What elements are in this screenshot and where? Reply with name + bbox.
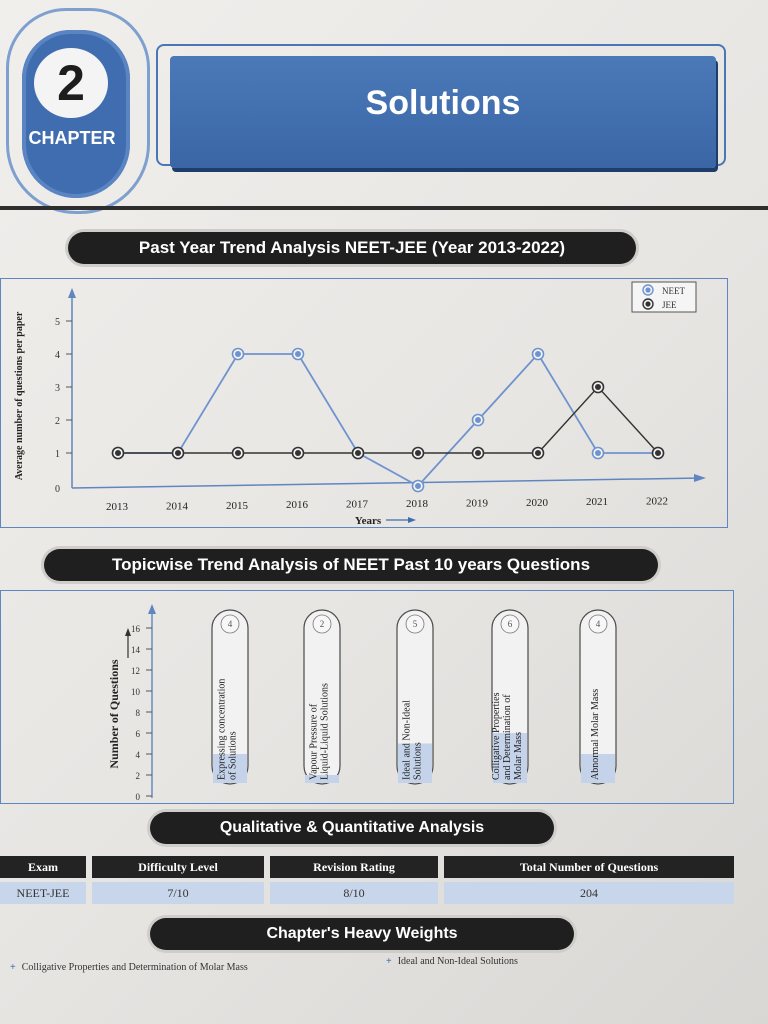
heavy-weight-label: Colligative Properties and Determination of Molar Mass <box>21 962 248 973</box>
y-tick-label: 2 <box>135 771 140 781</box>
section-title-qualitative: Qualitative & Quantitative Analysis <box>150 812 554 844</box>
topic-label-line: Expressing concentration <box>216 678 228 780</box>
table-header-total: Total Number of Questions <box>444 856 734 878</box>
y-tick-label: 0 <box>135 792 140 802</box>
section-title-topicwise: Topicwise Trend Analysis of NEET Past 10 years Questions <box>44 549 658 581</box>
x-tick-label: 2013 <box>106 501 128 513</box>
topic-label <box>590 689 601 780</box>
topic-label-line: Abnormal Molar Mass <box>590 688 601 780</box>
legend-marker-core <box>645 301 650 306</box>
legend-marker-core <box>645 287 650 292</box>
x-tick-label: 2018 <box>406 498 428 510</box>
y-axis-title: Average number of questions per paper <box>14 311 25 481</box>
topic-value-label: 2 <box>319 619 325 629</box>
x-tick-label: 2022 <box>646 495 668 508</box>
data-point-core-jee <box>415 450 421 456</box>
topic-value-label: 4 <box>227 619 233 629</box>
data-point-core-jee <box>355 450 361 456</box>
y-tick-label: 4 <box>55 350 60 361</box>
chapter-number: 2 <box>34 48 108 118</box>
topic-bar-chart <box>0 590 736 806</box>
table-cell-total: 204 <box>444 882 734 904</box>
y-tick-label: 8 <box>135 708 140 718</box>
topic-value-label: 5 <box>412 619 418 629</box>
data-point-core-neet <box>535 351 541 357</box>
x-axis-arrow <box>694 474 706 482</box>
heavy-weight-item <box>10 962 248 973</box>
topic-value-label: 6 <box>507 619 513 629</box>
x-tick-label: 2019 <box>466 497 488 510</box>
y-tick-label: 4 <box>135 750 140 760</box>
chapter-label: CHAPTER <box>28 128 116 148</box>
table-cell-difficulty: 7/10 <box>92 882 264 904</box>
data-point-core-jee <box>595 384 601 390</box>
topic-value-label: 4 <box>595 619 601 629</box>
data-point-core-neet <box>295 351 301 357</box>
data-point-core-jee <box>175 450 181 456</box>
topic-label-line: of Solutions <box>227 731 239 780</box>
data-point-core-neet <box>595 450 601 456</box>
y-tick-label: 3 <box>55 383 60 394</box>
data-point-core-jee <box>235 450 241 456</box>
topic-label-line: Molar Mass <box>513 731 524 780</box>
x-tick-label: 2015 <box>226 499 248 512</box>
legend-label: NEET <box>662 286 685 296</box>
data-point-core-jee <box>655 450 661 456</box>
topic-label-line: Liquid-Liquid Solutions <box>319 683 331 780</box>
section-title-heavy: Chapter's Heavy Weights <box>150 918 574 950</box>
topic-label-line: and Determination of <box>502 694 513 780</box>
x-tick-label: 2017 <box>346 498 368 511</box>
y-axis-arrow <box>148 604 156 614</box>
table-header-revision: Revision Rating <box>270 856 438 878</box>
y-tick-label: 0 <box>55 484 60 495</box>
table-cell-revision: 8/10 <box>270 882 438 904</box>
data-point-core-neet <box>235 351 241 357</box>
table-header-exam: Exam <box>0 856 86 878</box>
y-tick-label: 14 <box>131 645 140 655</box>
x-tick-label: 2020 <box>526 496 548 509</box>
x-axis <box>72 478 702 488</box>
header-rule <box>0 206 768 210</box>
y-tick-label: 5 <box>55 317 60 328</box>
x-axis-title: Years <box>354 515 382 527</box>
topic-label-line: Solutions <box>412 742 424 780</box>
heavy-weight-label: Ideal and Non-Ideal Solutions <box>397 956 518 967</box>
data-point-core-jee <box>475 450 481 456</box>
y-axis-title: Number of Questions <box>107 659 121 769</box>
y-axis-arrow <box>68 288 76 298</box>
y-tick-label: 16 <box>131 624 140 634</box>
x-tick-label: 2021 <box>586 496 608 509</box>
y-tick-label: 2 <box>55 416 60 427</box>
data-point-core-jee <box>115 450 121 456</box>
data-point-core-jee <box>535 450 541 456</box>
y-tick-label: 1 <box>55 449 60 460</box>
series-line-neet <box>118 354 658 486</box>
legend-label: JEE <box>662 300 677 310</box>
data-point-core-neet <box>475 417 481 423</box>
section-title-trend: Past Year Trend Analysis NEET-JEE (Year 2013-2022) <box>68 232 636 264</box>
heavy-weight-item <box>386 956 518 967</box>
chapter-title: Solutions <box>365 84 521 122</box>
data-point-core-jee <box>295 450 301 456</box>
plus-icon: + <box>386 956 392 967</box>
y-tick-label: 12 <box>131 666 140 676</box>
table-header-difficulty: Difficulty Level <box>92 856 264 878</box>
data-point-core-neet <box>415 483 421 489</box>
y-tick-label: 10 <box>131 687 140 697</box>
topic-label-line: Colligative Properties <box>491 692 502 780</box>
topic-label-line: Ideal and Non-Ideal <box>401 700 413 780</box>
y-tick-label: 6 <box>135 729 140 739</box>
table-cell-exam: NEET-JEE <box>0 882 86 904</box>
x-tick-label: 2016 <box>286 499 308 512</box>
plus-icon: + <box>10 962 16 973</box>
trend-line-chart <box>0 278 728 530</box>
x-tick-label: 2014 <box>166 500 188 513</box>
x-axis-title-arrowhead <box>408 517 416 523</box>
topic-label-line: Vapour Pressure of <box>308 703 320 780</box>
